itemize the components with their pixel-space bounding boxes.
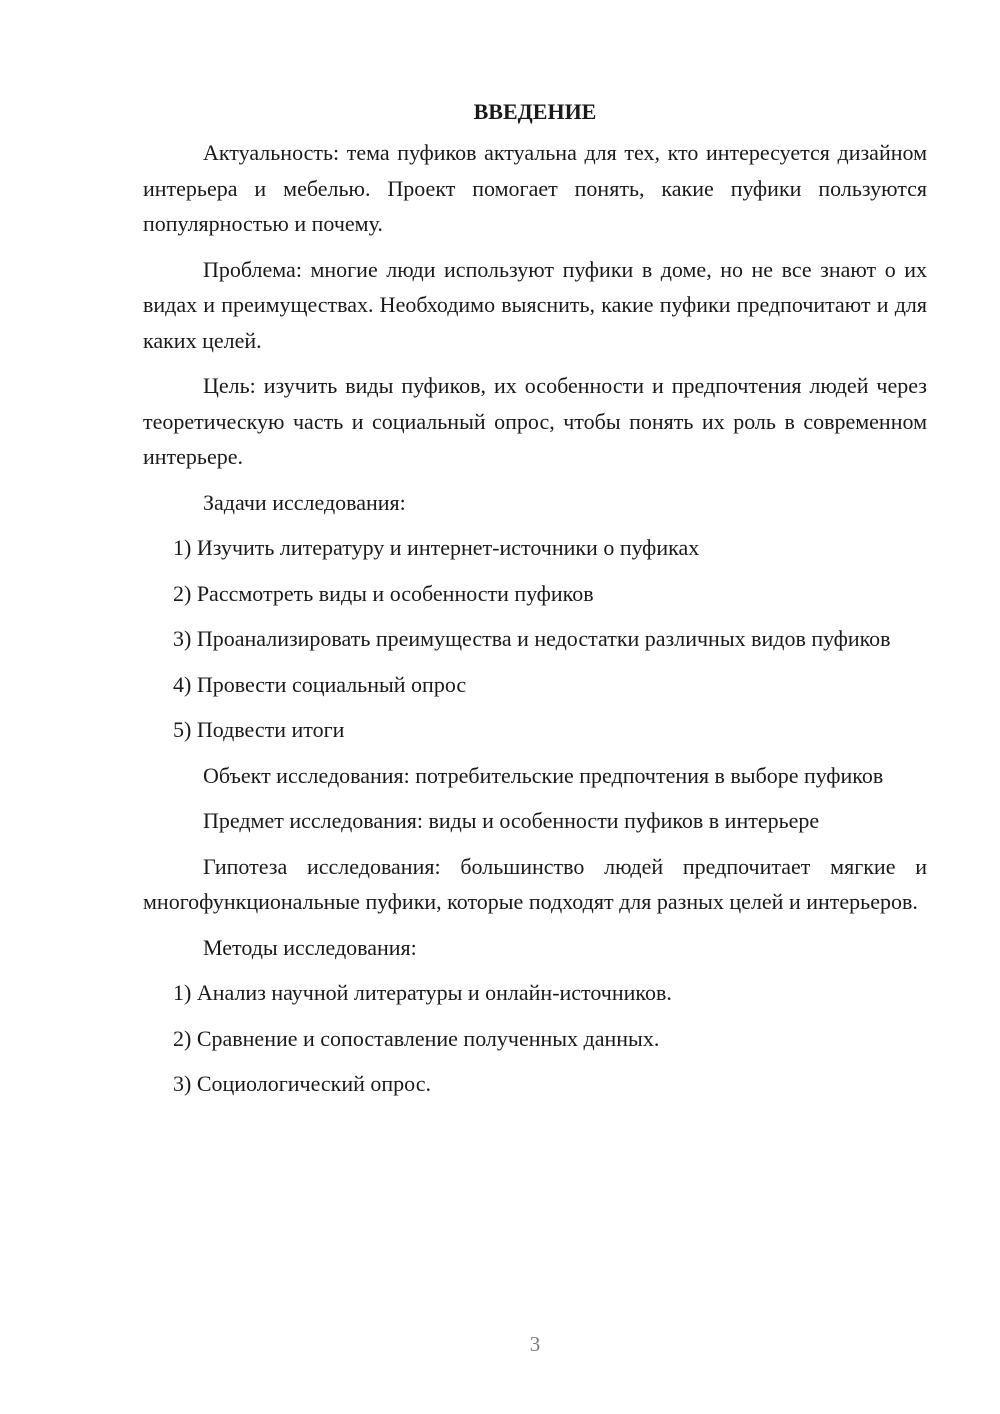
method-item-2: 2) Сравнение и сопоставление полученных данных. — [173, 1025, 660, 1051]
task-item-5: 5) Подвести итоги — [173, 717, 345, 742]
method-item-3: 3) Социологический опрос. — [173, 1071, 431, 1096]
task-item-4: 4) Провести социальный опрос — [173, 671, 467, 697]
relevance-paragraph: Актуальность: тема пуфиков актуальна для тех, кто интересуется дизайном интерьера и мебелью. Проект помогает понять, какие пуфики пользуются популярностью и почему. — [143, 140, 927, 236]
subject-paragraph: Предмет исследования: виды и особенности пуфиков в интерьере — [203, 808, 820, 833]
page-title: ВВЕДЕНИЕ — [473, 99, 597, 124]
task-item-2: 2) Рассмотреть виды и особенности пуфиков — [173, 580, 594, 606]
methods-heading: Методы исследования: — [203, 934, 417, 960]
page-number: 3 — [529, 1332, 541, 1356]
page-content — [143, 94, 927, 1112]
object-paragraph: Объект исследования: потребительские предпочтения в выборе пуфиков — [203, 762, 884, 788]
goal-paragraph: Цель: изучить виды пуфиков, их особенности и предпочтения людей через теоретическую часть и социальный опрос, чтобы понять их роль в современном интерьере. — [143, 373, 927, 469]
tasks-heading: Задачи исследования: — [203, 489, 406, 515]
task-item-1: 1) Изучить литературу и интернет-источники о пуфиках — [173, 535, 700, 560]
method-item-1: 1) Анализ научной литературы и онлайн-источников. — [173, 980, 672, 1005]
task-item-3: 3) Проанализировать преимущества и недостатки различных видов пуфиков — [173, 626, 891, 651]
hypothesis-paragraph: Гипотеза исследования: большинство людей предпочитает мягкие и многофункциональные пуфики, которые подходят для разных целей и интерьеров. — [143, 853, 927, 914]
problem-paragraph: Проблема: многие люди используют пуфики в доме, но не все знают о их видах и преимуществах. Необходимо выяснить, какие пуфики предпочитают и для каких целей. — [143, 256, 927, 353]
